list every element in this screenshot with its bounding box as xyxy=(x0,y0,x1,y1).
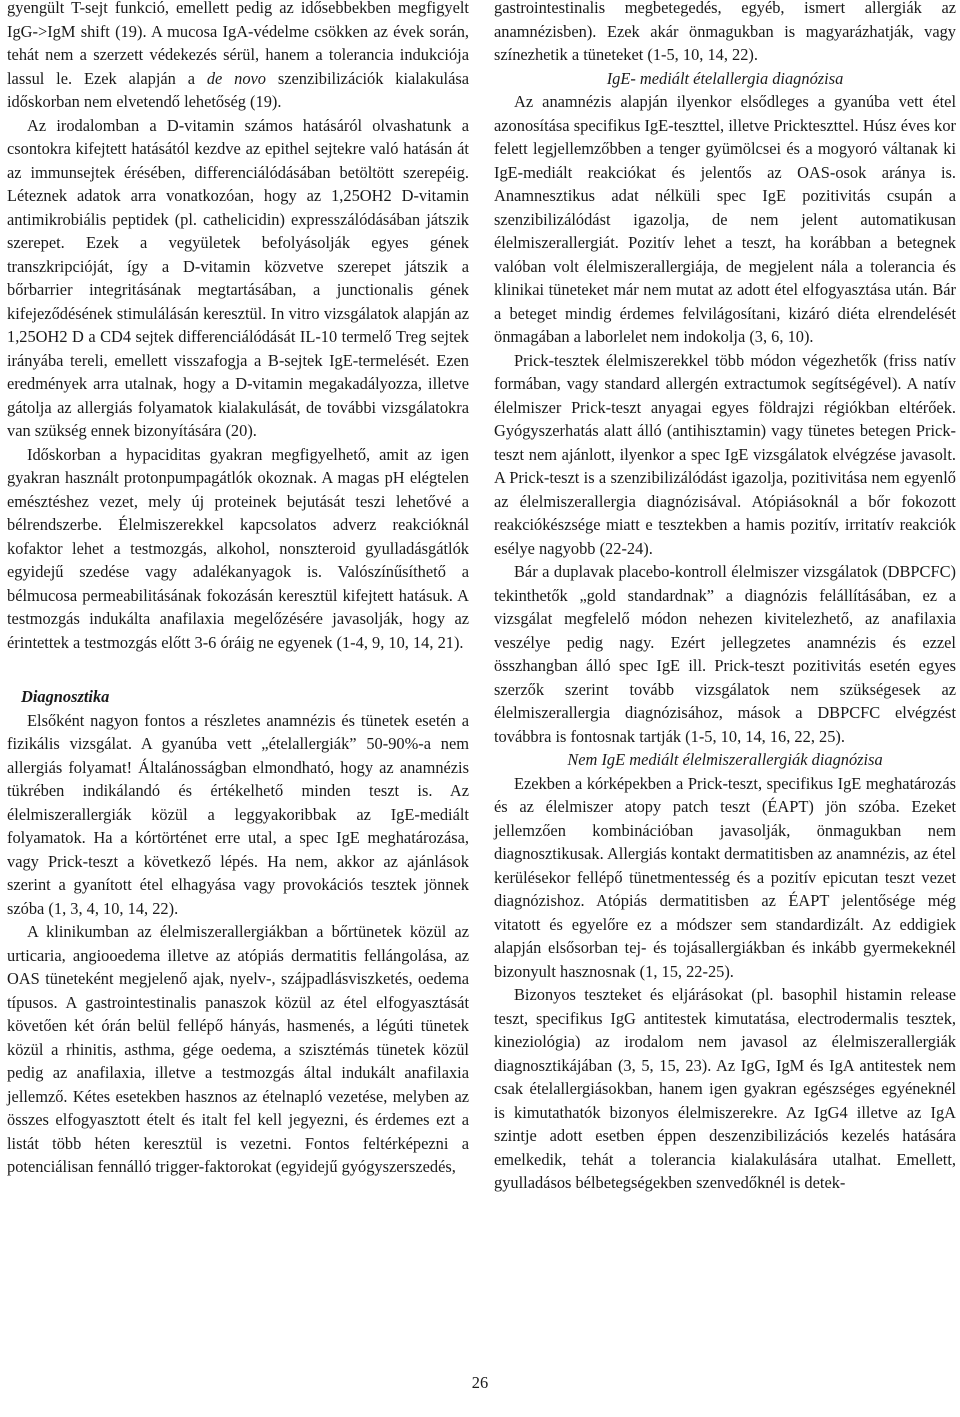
subheading: Nem IgE mediált élelmiszerallergiák diagnózisa xyxy=(567,750,883,769)
paragraph: gyengült T-sejt funkció, emellett pedig az idősebbekben megfigyelt IgG->IgM shift (19). A mucosa IgA-védelme csökken az évek során, tehát nem a szerzett védekezés sérül, hanem a tolerancia indukciója lassul le. Ezek alapján a de novo szenzibilizációk kialakulása időskorban nem elvetendő lehetőség (19). xyxy=(7,0,470,111)
paragraph: Elsőként nagyon fontos a részletes anamnézis és tünetek esetén a fizikális vizsgálat. A gyanúba vett „ételallergiák” 50-90%-a nem allergiás folyamat! Általánosságban elmondható, hogy az anamnézis tükrében indikálandó és értékelhető minden teszt is. Az élelmiszerallergiák közül a leggyakoribbak az IgE-mediált folyamatok. Ha a kórtörténet erre utal, a spec IgE meghatározása, vagy Prick-teszt a következő lépés. Ha nem, akkor az ajánlások szerint a gyanított étel elhagyása vagy provokációs tesztek jönnek szóba (1, 3, 4, 10, 14, 22). xyxy=(7,710,469,918)
page-number: 26 xyxy=(471,1373,489,1392)
paragraph: Ezekben a kórképekben a Prick-teszt, specifikus IgE meghatározás és az élelmiszer atopy patch teszt (ÉAPT) jön szóba. Ezeket jellemzően kombinációban javasolják, önmagukban nem diagnosztikusak. Allergiás kontakt dermatitisben az anamnézis, az étel kerülésekor fellépő tünetmentesség és a pozitív epicutan teszt vezet diagnózishoz. Atópiás dermatitisben az ÉAPT jelentősége még vitatott és egyelőre ez a módszer sem standardizált. Az eddigiek alapján elsősorban tej- és tojásallergiákban és inkább gyermekeknél bizonyult hasznosnak (1, 15, 22-25). xyxy=(494,773,956,981)
paragraph: gastrointestinalis megbetegedés, egyéb, ismert allergiák az anamnézisben). Ezek akár önmagukban is magyarázhatják, vagy színezhetik a tüneteket (1-5, 10, 14, 22). xyxy=(494,0,956,64)
left-column xyxy=(7,0,469,1179)
paragraph: Prick-tesztek élelmiszerekkel több módon végezhetők (friss natív formában, vagy standard allergén extractumok segítségével). A natív élelmiszer Prick-teszt anyagai egyes földrajzi régiókban eltérőek. Gyógyszerhatás alatt álló (antihisztamin) vagy tünetes betegen Prick-teszt nem ajánlott, ilyenkor a spec IgE vizsgálatok elvégzése javasolt. A Prick-teszt is a szenzibilizálódást igazolja, pozitivitása nem egyenlő az élelmiszerallergia diagnózisával. Atópiásoknál a bőr fokozott reakciókészsége miatt e tesztekben a hamis pozitív, irritatív reakciók esélye nagyobb (22-24). xyxy=(494,350,956,558)
right-column xyxy=(494,0,956,1195)
paragraph: Bizonyos teszteket és eljárásokat (pl. basophil histamin release teszt, specifikus IgG antitestek kimutatása, electrodermalis tesztek, kineziológia) az irodalom nem javasol az élelmiszerallergiák diagnosztikájában (3, 5, 15, 23). Az IgG, IgM és IgA antitestek nem csak ételallergiásokban, hanem igen gyakran egészséges egyéneknél is kimutathatók bizonyos élelmiszerekre. Az IgG4 illetve az IgA szintje adott esetben éppen deszenzibilizációs kezelés hatására emelkedik, tehát a tolerancia kialakulására utalhat. Emellett, gyulladásos bélbetegségekben szenvedőknél is detek- xyxy=(494,985,956,1192)
section-heading: Diagnosztika xyxy=(21,687,110,706)
paragraph: Időskorban a hypaciditas gyakran megfigyelhető, amit az igen gyakran használt protonpumpagátlók okoznak. A magas pH elégtelen emésztéshez vezet, mely új proteinek bejutását teszi lehetővé a bélrendszerbe. Élelmiszerekkel kapcsolatos adverz reakcióknál kofaktor lehet a testmozgás, alkohol, nonszteroid gyulladásgátlók egyidejű szedése vagy adalékanyagok is. Valószínűsíthető a bélmucosa permeabilitásának fokozásán keresztül kifejtett hatásuk. A testmozgás indukálta anafilaxia megelőzésére javasolják, hogy az érintettek a testmozgás előtt 3-6 óráig ne egyenek (1-4, 9, 10, 14, 21). xyxy=(7,444,469,652)
paragraph: Bár a duplavak placebo-kontroll élelmiszer vizsgálatok (DBPCFC) tekinthetők „gold standardnak” a diagnózis felállításában, ez a vizsgálat megfelelő módon nehezen kivitelezhető, az anafilaxia veszélye pedig nagy. Ezért jellegzetes anamnézis és ezzel összhangban álló spec IgE ill. Prick-teszt pozitivitás esetén egyes szerzők szerint tovább vizsgálatok nem szükségesek az élelmiszerallergia diagnózisához, mások a DBPCFC elvégzést továbbra is fontosnak tartják (1-5, 10, 14, 16, 22, 25). xyxy=(494,562,956,746)
subheading: IgE- mediált ételallergia diagnózisa xyxy=(606,68,844,88)
paragraph: Az anamnézis alapján ilyenkor elsődleges a gyanúba vett étel azonosítása specifikus IgE-teszttel, illetve Prickteszttel. Húsz éves kor felett legjellemzőbben a tenger gyümölcsei és a mogyoró váltanak ki IgE-mediált reakciókat és jelentős az OAS-osok aránya is. Anamnesztikus adat nélküli spec IgE pozitivitás csupán a szenzibilizálódást igazolja, de nem jelent automatikusan élelmiszerallergiát. Pozitív lehet a teszt, ha korábban a betegnek valóban volt élelmiszerallergiája, de megjelent nála a tolerancia és klinikai tüneteket már nem mutat az adott étel elfogyasztása után. Bár a beteget mindig érdemes felvilágosítani, kizáró diéta elrendelését önmagában a laborlelet nem indokolja (3, 6, 10). xyxy=(494,92,956,346)
paragraph: A klinikumban az élelmiszerallergiákban a bőrtünetek közül az urticaria, angiooedema illetve az atópiás dermatitis fellángolása, az OAS tüneteként megjelenő ajak, nyelv-, szájpadlásviszketés, oedema típusos. A gastrointestinalis panaszok közül az étel elfogyasztását követően két órán belül fellépő hányás, hasmenés, a légúti tünetek közül a rhinitis, asthma, gége oedema, a szisztémás tünetek közül pedig az anafilaxia, illetve a testmozgás által indukált anafilaxia jellemző. Kétes esetekben hasznos az ételnapló vezetése, melyben az összes elfogyasztott ételt és italt fel kell jegyezni, és érdemes ezt a listát több héten keresztül is vezetni. Fontos feltérképezni a potenciálisan fennálló trigger-faktorokat (egyidejű gyógyszerszedés, xyxy=(7,922,469,1176)
paragraph: Az irodalomban a D-vitamin számos hatásáról olvashatunk a csontokra kifejtett hatásától kezdve az epithel sejtekre való hatásán át az immunsejtek érésében, differenciálódásában betöltött szerepéig. Léteznek adatok arra vonatkozóan, hogy az 1,25OH2 D-vitamin antimikrobiális peptidek (pl. cathelicidin) expresszálódásában játszik szerepet. Ezek a vegyületek befolyásolják egyes gének transzkripcióját, így a D-vitamin közvetve szerepet játszik a bőrbarrier integritásának megtartásában, a junctionalis gének kifejeződésének stimulálásán keresztül. In vitro vizsgálatok alapján az 1,25OH2 D a CD4 sejtek differenciálódását IL-10 termelő Treg sejtek irányába tereli, emellett visszafogja a B-sejtek IgE-termelését. Ezen eredmények arra utalnak, hogy a D-vitamin megakadályozza, illetve gátolja az allergiás folyamatok kialakulását, de további vizsgálatokra van szükség ennek bizonyítására (20). xyxy=(7,115,469,440)
